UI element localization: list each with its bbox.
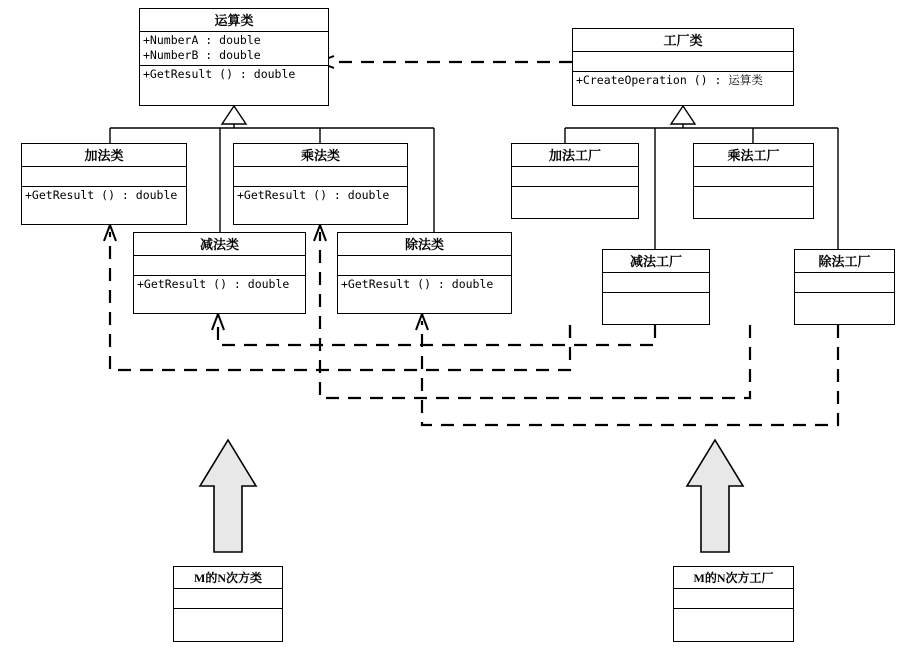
class-box-operation[interactable] (139, 8, 329, 106)
class-name: 加法工厂 (512, 144, 638, 167)
dependency-subfactory-to-sub (212, 314, 655, 345)
class-attributes (573, 52, 793, 72)
class-attributes (603, 273, 709, 293)
class-operations (512, 187, 638, 218)
class-attributes (134, 256, 305, 276)
dependency-factory-to-operation (318, 56, 572, 68)
class-operations (795, 293, 894, 324)
class-operations (22, 187, 186, 224)
dependency-divfactory-to-div (416, 314, 838, 425)
class-box-add-factory[interactable] (511, 143, 639, 219)
operation-row: +GetResult () : double (137, 277, 290, 291)
class-name: 除法类 (338, 233, 511, 256)
class-name: 乘法类 (234, 144, 407, 167)
class-box-mul-factory[interactable] (693, 143, 814, 219)
class-attributes (795, 273, 894, 293)
operation-row: +GetResult () : double (341, 277, 494, 291)
big-up-arrow-left (200, 440, 256, 552)
class-box-mul[interactable] (233, 143, 408, 225)
operation-row: +GetResult () : double (25, 188, 178, 202)
class-box-div-factory[interactable] (794, 249, 895, 325)
attribute-row: +NumberB : double (143, 48, 261, 62)
attribute-row: +NumberA : double (143, 33, 261, 47)
class-attributes (338, 256, 511, 276)
class-name: M的N次方类 (174, 567, 282, 589)
class-name: 除法工厂 (795, 250, 894, 273)
class-box-pow-factory[interactable] (673, 566, 794, 642)
class-attributes (234, 167, 407, 187)
class-attributes (512, 167, 638, 187)
class-name: 运算类 (140, 9, 328, 32)
class-box-sub-factory[interactable] (602, 249, 710, 325)
class-operations (134, 276, 305, 313)
generalization-arrowhead-factory (671, 106, 695, 124)
class-box-pow[interactable] (173, 566, 283, 642)
class-operations (140, 66, 328, 105)
class-operations (674, 609, 793, 641)
class-name: 工厂类 (573, 29, 793, 52)
class-name: 加法类 (22, 144, 186, 167)
class-box-factory[interactable] (572, 28, 794, 106)
class-operations (338, 276, 511, 313)
class-operations (174, 609, 282, 641)
class-attributes (140, 32, 328, 66)
class-attributes (22, 167, 186, 187)
class-operations (694, 187, 813, 218)
class-attributes (674, 589, 793, 609)
operation-row: +GetResult () : double (143, 67, 296, 81)
class-name: 减法工厂 (603, 250, 709, 273)
operation-row: +GetResult () : double (237, 188, 390, 202)
big-up-arrow-right (687, 440, 743, 552)
class-operations (234, 187, 407, 224)
class-operations (603, 293, 709, 324)
operation-row: +CreateOperation () : 运算类 (576, 73, 763, 87)
class-attributes (174, 589, 282, 609)
class-box-div[interactable] (337, 232, 512, 314)
class-name: M的N次方工厂 (674, 567, 793, 589)
generalization-arrowhead-operation (222, 106, 246, 124)
class-name: 乘法工厂 (694, 144, 813, 167)
class-box-add[interactable] (21, 143, 187, 225)
class-name: 减法类 (134, 233, 305, 256)
class-box-sub[interactable] (133, 232, 306, 314)
class-attributes (694, 167, 813, 187)
class-operations (573, 72, 793, 105)
